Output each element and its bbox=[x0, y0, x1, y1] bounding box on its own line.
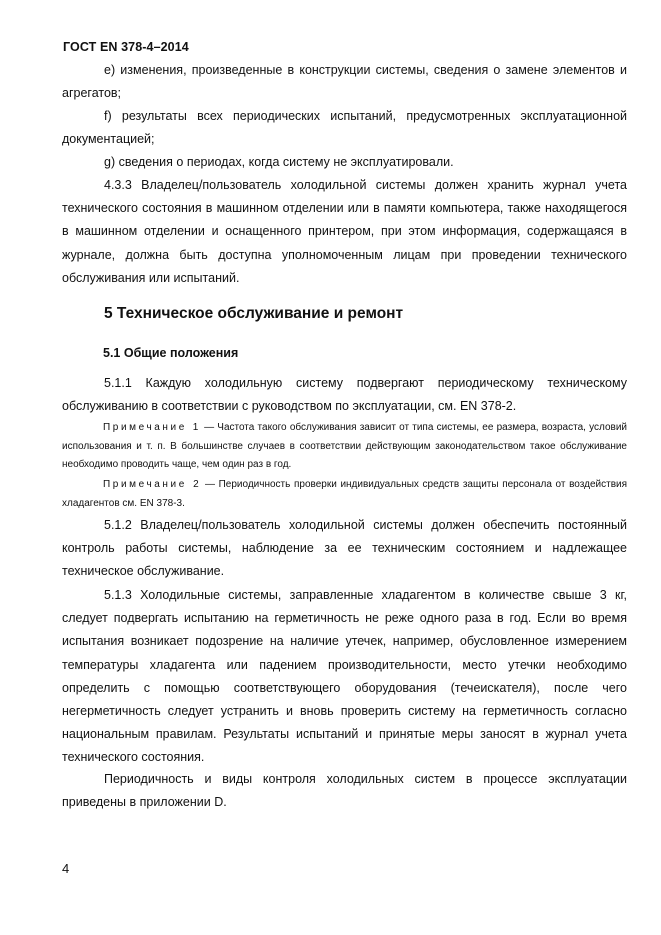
section-title: 5 Техническое обслуживание и ремонт bbox=[104, 305, 404, 322]
paragraph-5-1-2: 5.1.2 Владелец/пользователь холодильной системы должен обеспечить постоянный контроль работы системы, наблюдение за ее техническим состоянием и надлежащее техническое обслуживание. bbox=[62, 518, 627, 579]
paragraph-annex-reference: Периодичность и виды контроля холодильных систем в процессе эксплуатации приведены в приложении D. bbox=[62, 772, 627, 810]
note-2-label: Примечание 2 bbox=[103, 479, 202, 490]
note-1-label: Примечание 1 bbox=[103, 422, 201, 433]
paragraph-item-g: g) сведения о периодах, когда систему не эксплуатировали. bbox=[104, 155, 454, 169]
note-1-text: — Частота такого обслуживания зависит от типа системы, ее размера, возраста, условий использования и т. п. В большинстве случаев в соответствии действующим законодательством такое обслуживание необходимо проводить чаще, чем один раз в год. bbox=[62, 422, 627, 470]
paragraph-item-f: f) результаты всех периодических испытаний, предусмотренных эксплуатационной документацией; bbox=[62, 109, 627, 147]
paragraph-5-1-1: 5.1.1 Каждую холодильную систему подвергают периодическому техническому обслуживанию в соответствии с руководством по эксплуатации, см. EN 378-2. bbox=[62, 376, 627, 414]
note-2 bbox=[62, 476, 627, 513]
paragraph-5-1-3: 5.1.3 Холодильные системы, заправленные хладагентом в количестве свыше 3 кг, следует подвергать испытанию на герметичность не реже одного раза в год. Если во время испытания возникает подозрение на наличие утечек, например, обусловленное измерением температуры хладагента или падением производительности, место утечки необходимо определить с помощью соответствующего оборудования (течеискателя), после чего негерметичность следует устранить и вновь проверить систему на герметичность согласно национальным правилам. Результаты испытаний и принятые меры заносят в журнал учета технического состояния. bbox=[62, 588, 627, 765]
note-2-text: — Периодичность проверки индивидуальных средств защиты персонала от воздействия хладагентов см. EN 378-3. bbox=[62, 479, 628, 509]
subsection-title: 5.1 Общие положения bbox=[103, 346, 239, 360]
page-number: 4 bbox=[62, 861, 70, 876]
document-code-header: ГОСТ EN 378-4–2014 bbox=[63, 40, 189, 54]
note-1 bbox=[62, 419, 627, 475]
paragraph-item-e: e) изменения, произведенные в конструкции системы, сведения о замене элементов и агрегатов; bbox=[62, 63, 627, 101]
paragraph-4-3-3: 4.3.3 Владелец/пользователь холодильной системы должен хранить журнал учета технического состояния в машинном отделении или в памяти компьютера, также находящегося в машинном отделении и оснащенного принтером, при этом информация, содержащаяся в журнале, должна быть доступна уполномоченным лицам при проведении технического обслуживания или испытаний. bbox=[62, 178, 627, 285]
